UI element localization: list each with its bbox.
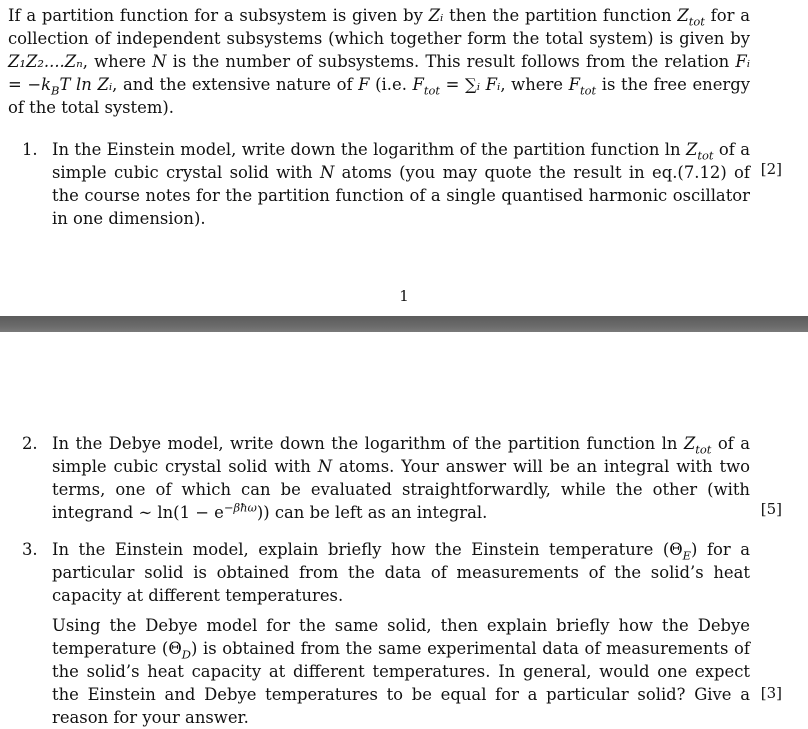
- symbol-n: N: [317, 457, 333, 476]
- question-text: ) is obtained from the same experimental data of measurements of the solid’s heat capacity at different temperatures. In general, would one expect the Einstein and Debye temperatures to be equal for a particular solid? Give a reason for your answer.: [52, 639, 750, 727]
- question-3: [22, 538, 750, 607]
- symbol-ztot: Z: [677, 6, 689, 25]
- symbol-sum: = ∑ᵢ Fᵢ: [440, 75, 501, 94]
- symbol-ftot: F: [412, 75, 424, 94]
- marks-q3: [3]: [760, 684, 782, 702]
- question-text: In the Einstein model, explain briefly how the Einstein temperature (Θ: [52, 540, 683, 559]
- symbol-product: Z₁Z₂....Zₙ: [8, 52, 83, 71]
- subscript-tot: tot: [695, 442, 712, 457]
- symbol-t-ln-zi: T ln Zᵢ: [59, 75, 113, 94]
- intro-text: (i.e.: [369, 75, 413, 94]
- question-3-part-2: [22, 614, 750, 729]
- symbol-ztot: Z: [685, 140, 698, 159]
- symbol-n: N: [152, 52, 167, 71]
- question-text: atoms. Your answer will be an integral with two terms, one of which can be evaluated straightforwardly, while the other (with integrand ∼ ln(1 − e: [52, 457, 750, 522]
- exponent-beta-hbar-omega: −βħω: [223, 500, 257, 515]
- subscript-b: B: [51, 83, 60, 98]
- intro-text: , where: [500, 75, 569, 94]
- question-text: of a simple cubic crystal solid with: [52, 140, 750, 182]
- question-text: of a simple cubic crystal solid with: [52, 434, 750, 476]
- symbol-n: N: [319, 163, 335, 182]
- intro-paragraph: [8, 4, 750, 119]
- symbol-ztot: Z: [683, 434, 696, 453]
- question-text: In the Einstein model, write down the logarithm of the partition function ln: [52, 140, 686, 159]
- intro-text: , where: [82, 52, 153, 71]
- page-number: 1: [399, 287, 409, 305]
- question-text: ) for a particular solid is obtained from the data of measurements of the solid’s heat capacity at different temperatures.: [52, 540, 750, 605]
- question-2: [22, 432, 750, 524]
- symbol-f: F: [358, 75, 370, 94]
- page-2: [0, 332, 808, 727]
- subscript-tot: tot: [580, 83, 597, 98]
- page-separator: [0, 316, 808, 332]
- question-1: [22, 138, 750, 230]
- intro-text: If a partition function for a subsystem is given by: [8, 6, 429, 25]
- subscript-e: E: [682, 548, 692, 563]
- subscript-tot: tot: [423, 83, 441, 98]
- intro-text: , and the extensive nature of: [112, 75, 359, 94]
- question-number: 1.: [22, 140, 38, 159]
- subscript-d: D: [181, 647, 191, 662]
- intro-text: for a collection of independent subsystems (which together form the total system) is given by: [8, 6, 750, 48]
- question-number: 2.: [22, 434, 38, 453]
- subscript-tot: tot: [697, 148, 714, 163]
- question-text: Using the Debye model for the same solid, then explain briefly how the Debye temperature (Θ: [52, 616, 750, 658]
- symbol-zi: Zᵢ: [428, 6, 444, 25]
- question-text: )) can be left as an integral.: [256, 503, 488, 522]
- question-text: atoms (you may quote the result in eq.(7.12) of the course notes for the partition function of a single quantised harmonic oscillator in one dimension).: [52, 163, 750, 228]
- subscript-tot: tot: [688, 14, 705, 29]
- symbol-ftot: F: [568, 75, 581, 94]
- symbol-f-relation: Fᵢ = −k: [8, 52, 751, 94]
- marks-q2: [5]: [760, 500, 782, 518]
- question-number: 3.: [22, 540, 38, 559]
- marks-q1: [2]: [760, 160, 782, 178]
- intro-text: is the free energy of the total system).: [8, 75, 750, 117]
- page-1: [0, 0, 808, 316]
- intro-text: then the partition function: [443, 6, 678, 25]
- intro-text: is the number of subsystems. This result follows from the relation: [166, 52, 736, 71]
- question-text: In the Debye model, write down the logarithm of the partition function ln: [52, 434, 684, 453]
